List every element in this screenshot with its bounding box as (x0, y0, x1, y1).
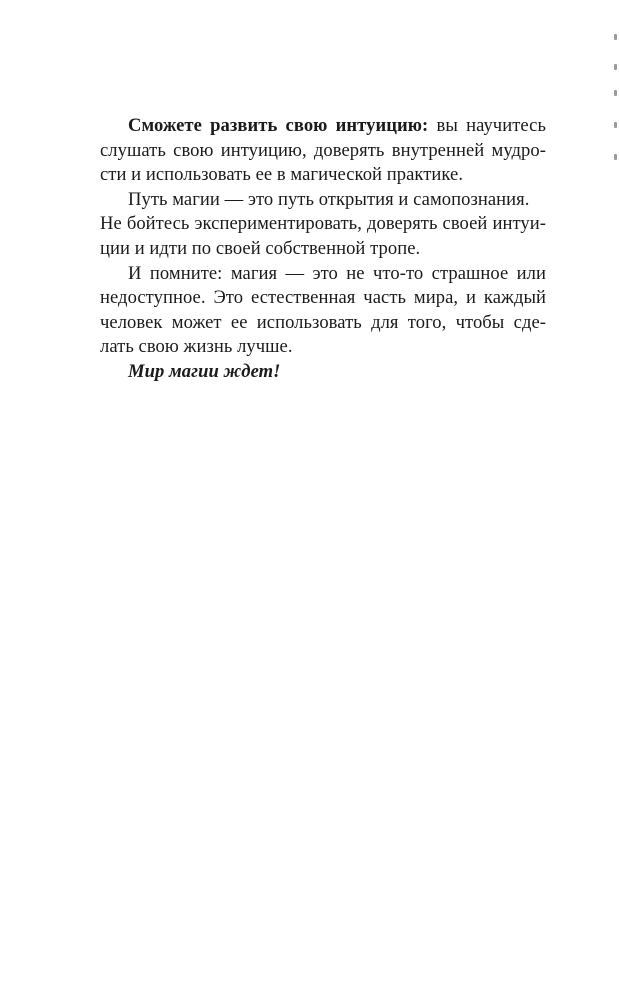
bold-lead-in: Сможете развить свою интуицию: (128, 115, 429, 136)
edge-mark (614, 154, 617, 160)
paragraph-path-of-magic (100, 188, 546, 262)
edge-mark (614, 34, 617, 40)
text-line: недоступное. Это естественная часть мира, и каждый (100, 287, 546, 309)
page-edge-marks (611, 14, 619, 164)
text-line: сти и использовать ее в магической практике. (100, 164, 464, 186)
paragraph-intuition (100, 114, 546, 188)
edge-mark (614, 90, 617, 96)
body-text (100, 114, 546, 385)
text-line: И помните: магия — это не что-то страшное или (128, 262, 546, 284)
paragraph-remember (100, 262, 546, 360)
text-line: ции и идти по своей собственной тропе. (100, 237, 421, 259)
edge-mark (614, 64, 617, 70)
text-line: Не бойтесь экспериментировать, доверять своей интуи- (100, 213, 546, 235)
text-line (100, 114, 546, 139)
line-text: вы научитесь (428, 115, 546, 136)
text-line: слушать свою интуицию, доверять внутренней мудро- (100, 139, 546, 161)
text-line: лать свою жизнь лучше. (100, 336, 293, 358)
edge-mark (614, 122, 617, 128)
text-line: человек может ее использовать для того, чтобы сде- (100, 311, 546, 333)
text-line: Путь магии — это путь открытия и самопознания. (128, 188, 530, 210)
closing-line: Мир магии ждет! (128, 360, 281, 382)
